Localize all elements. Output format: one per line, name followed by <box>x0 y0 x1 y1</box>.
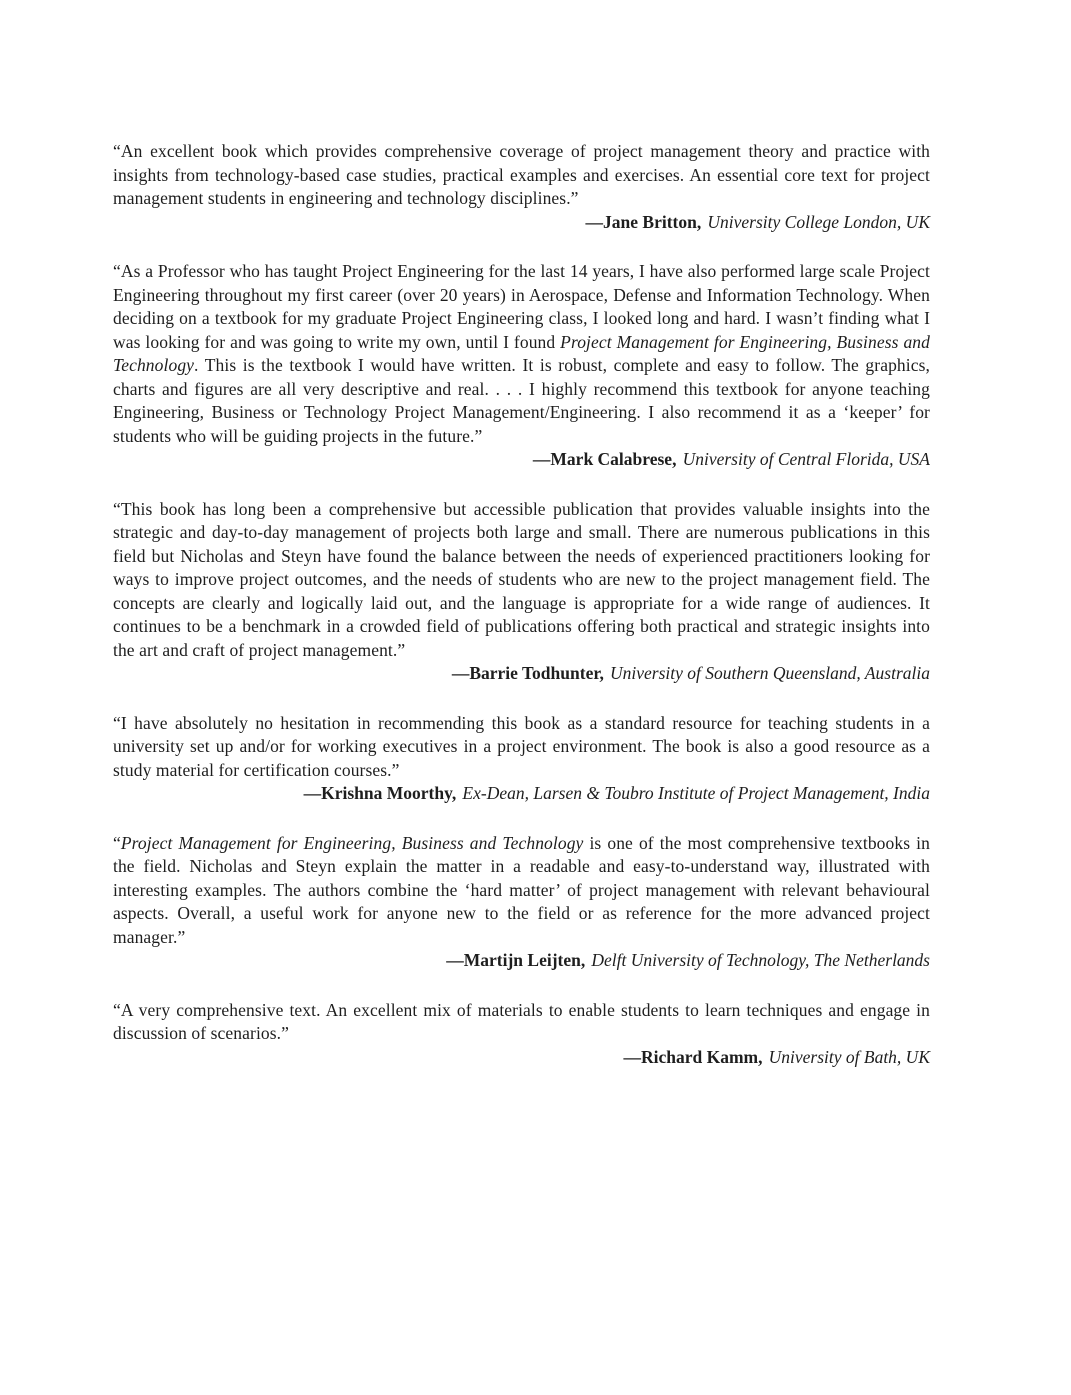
quote-segment: “ <box>113 832 121 853</box>
quote-segment: “A very comprehensive text. An excellent mix of materials to enable students to learn techniques and engage in discussion of scenarios.” <box>113 999 930 1043</box>
attribution-affiliation: University of Southern Queensland, Australia <box>610 663 930 683</box>
attribution-name: —Richard Kamm, <box>623 1046 763 1067</box>
quote-text <box>113 140 930 211</box>
attribution-line <box>113 782 930 806</box>
quote-text <box>113 498 930 663</box>
endorsement <box>113 832 930 973</box>
attribution-line <box>113 949 930 973</box>
endorsement <box>113 140 930 234</box>
attribution-line <box>113 662 930 686</box>
quote-segment: . This is the textbook I would have written. It is robust, complete and easy to follow. The graphics, charts and figures are all very descriptive and real. . . . I highly recommend this textbook for anyone teaching Engineering, Business or Technology Project Management/Engineering. I also recommend it as a ‘keeper’ for students who will be guiding projects in the future.” <box>113 355 930 446</box>
quote-text <box>113 260 930 448</box>
quote-segment: “An excellent book which provides comprehensive coverage of project management theory and practice with insights from technology-based case studies, practical examples and exercises. An essential core text for project management students in engineering and technology disciplines.” <box>113 141 930 208</box>
endorsement <box>113 999 930 1070</box>
endorsement-list <box>113 140 930 1069</box>
attribution-line <box>113 211 930 235</box>
attribution-affiliation: Ex-Dean, Larsen & Toubro Institute of Project Management, India <box>462 783 930 803</box>
attribution-affiliation: University College London, UK <box>707 211 930 232</box>
endorsement <box>113 498 930 686</box>
attribution-affiliation: Delft University of Technology, The Netherlands <box>591 950 930 970</box>
attribution-name: —Krishna Moorthy, <box>303 783 457 803</box>
quote-segment: “As a Professor who has taught Project Engineering for the last 14 years, I have also performed large scale Project Engineering throughout my first career (over 20 years) in Aerospace, Defense and Information Technology. When deciding on a textbook for my graduate Project Engineering class, I looked long and hard. I wasn’t finding what I was looking for and was going to write my own, until I found <box>113 261 930 352</box>
quote-text <box>113 712 930 783</box>
attribution-name: —Jane Britton, <box>585 211 702 232</box>
attribution-name: —Martijn Leijten, <box>446 950 586 970</box>
attribution-name: —Barrie Todhunter, <box>451 663 604 683</box>
quote-segment: is one of the most comprehensive textbooks in the field. Nicholas and Steyn explain the matter in a readable and easy-to-understand way, illustrated with interesting examples. The authors combine the ‘hard matter’ of project management with relevant behavioural aspects. Overall, a useful work for anyone new to the field or as reference for the more advanced project manager.” <box>113 832 930 947</box>
attribution-affiliation: University of Bath, UK <box>768 1046 930 1067</box>
book-title: Project Management for Engineering, Business and Technology <box>120 832 584 853</box>
attribution-name: —Mark Calabrese, <box>532 449 677 469</box>
quote-text <box>113 832 930 950</box>
quote-segment: “This book has long been a comprehensive but accessible publication that provides valuable insights into the strategic and day-to-day management of projects both large and small. There are numerous publications in this field but Nicholas and Steyn have found the balance between the needs of experienced practitioners looking for ways to improve project outcomes, and the needs of students who are new to the project management field. The concepts are clearly and logically laid out, and the language is appropriate for a wide range of audiences. It continues to be a benchmark in a crowded field of publications offering both practical and strategic insights into the art and craft of project management.” <box>113 498 930 660</box>
endorsement <box>113 712 930 806</box>
quote-segment: “I have absolutely no hesitation in recommending this book as a standard resource for teaching students in a university set up and/or for working executives in a project environment. The book is also a good resource as a study material for certification courses.” <box>113 712 930 780</box>
attribution-affiliation: University of Central Florida, USA <box>682 449 930 469</box>
endorsement <box>113 260 930 472</box>
attribution-line <box>113 448 930 472</box>
quote-text <box>113 999 930 1046</box>
book-title: Project Management for Engineering, Business and Technology <box>113 331 930 375</box>
attribution-line <box>113 1046 930 1070</box>
